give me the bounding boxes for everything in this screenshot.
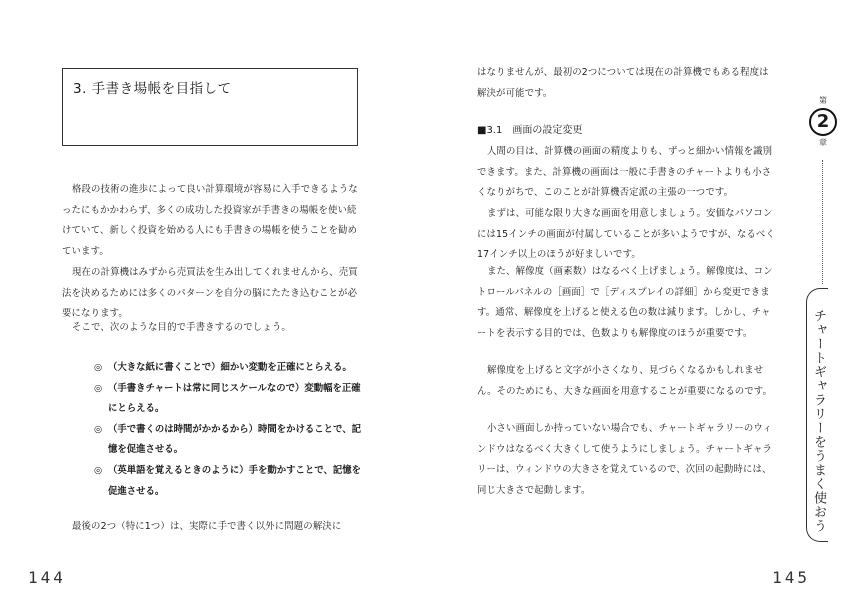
body-paragraph: 人間の目は、計算機の画面の精度よりも、ずっと細かい情報を識別できます。また、計算機の画面は一般に手書きのチャートよりも小さくなりがちで、このことが計算機否定派の主張の一つです。	[477, 146, 773, 199]
body-paragraph: 格段の技術の進歩によって良い計算環境が容易に入手できるようなったにもかかわらず、多くの成功した投資家が手書きの場帳を使い続けていて、新しく投資を始める人にも手書きの場帳を使うことを勧めています。	[62, 184, 358, 257]
bullet-icon: ◎	[94, 464, 103, 476]
page-number-right: 145	[772, 568, 810, 587]
page-number-left: 144	[28, 568, 66, 587]
list-item-text: （英単語を覚えるときのように）手を動かすことで、記憶を促進させる。	[108, 464, 361, 497]
body-paragraph: そこで、次のような目的で手書きするのでしょう。	[72, 322, 291, 333]
list-item-text: （大きな紙に書くことで）細かい変動を正確にとらえる。	[108, 362, 352, 373]
chapter-side-tab-label: チャートギャラリーをうまく使おう	[811, 309, 826, 533]
chapter-suffix: 章	[819, 138, 827, 147]
list-item	[94, 461, 362, 502]
body-paragraph: はなりませんが、最初の2つについては現在の計算機でもある程度は解決が可能です。	[477, 67, 769, 99]
list-item	[94, 379, 362, 420]
body-paragraph: 現在の計算機はみずから売買法を生み出してくれませんから、売買法を決めるためには多くのパターンを自分の脳にたたき込むことが必要になります。	[62, 267, 358, 320]
body-paragraph: また、解像度（画素数）はなるべく上げましょう。解像度は、コントロールパネルの［画面］で［ディスプレイの詳細］から変更できます。通常、解像度を上げると使える色の数は減ります。しかし、チャートを表示する目的では、色数よりも解像度のほうが重要です。	[477, 266, 773, 339]
chapter-prefix: 第	[819, 96, 827, 105]
chapter-side-tab	[806, 288, 828, 542]
right-page	[421, 0, 842, 595]
subsection-heading: ■3.1 画面の設定変更	[477, 125, 583, 136]
body-paragraph: 最後の2つ（特に1つ）は、実際に手で書く以外に問題の解決に	[72, 521, 342, 532]
section-title: 3. 手書き場帳を目指して	[73, 81, 232, 97]
list-item	[94, 420, 362, 461]
bullet-icon: ◎	[94, 362, 103, 373]
bullet-icon: ◎	[94, 382, 103, 394]
section-heading-box	[62, 68, 358, 146]
chapter-marker	[805, 96, 841, 148]
bullet-icon: ◎	[94, 423, 103, 435]
list-item-text: （手で書くのは時間がかかるから）時間をかけることで、記憶を促進させる。	[108, 423, 361, 456]
dotted-divider	[822, 160, 823, 284]
list-item-text: （手書きチャートは常に同じスケールなので）変動幅を正確にとらえる。	[108, 382, 361, 415]
chapter-number-badge: 2	[809, 108, 837, 136]
body-paragraph: 解像度を上げると文字が小さくなり、見づらくなるかもしれません。そのためにも、大きな画面を用意することが重要になるのです。	[477, 365, 773, 397]
purpose-list	[94, 358, 362, 502]
list-item	[94, 358, 362, 379]
body-paragraph: まずは、可能な限り大きな画面を用意しましょう。安価なパソコンには15インチの画面が付属していることが多いようですが、なるべく17インチ以上のほうが好ましいです。	[477, 208, 775, 261]
body-paragraph: 小さい画面しか持っていない場合でも、チャートギャラリーのウィンドウはなるべく大きくして使うようにしましょう。チャートギャラリーは、ウィンドウの大きさを覚えているので、次回の起動時には、同じ大きさで起動します。	[477, 423, 772, 496]
